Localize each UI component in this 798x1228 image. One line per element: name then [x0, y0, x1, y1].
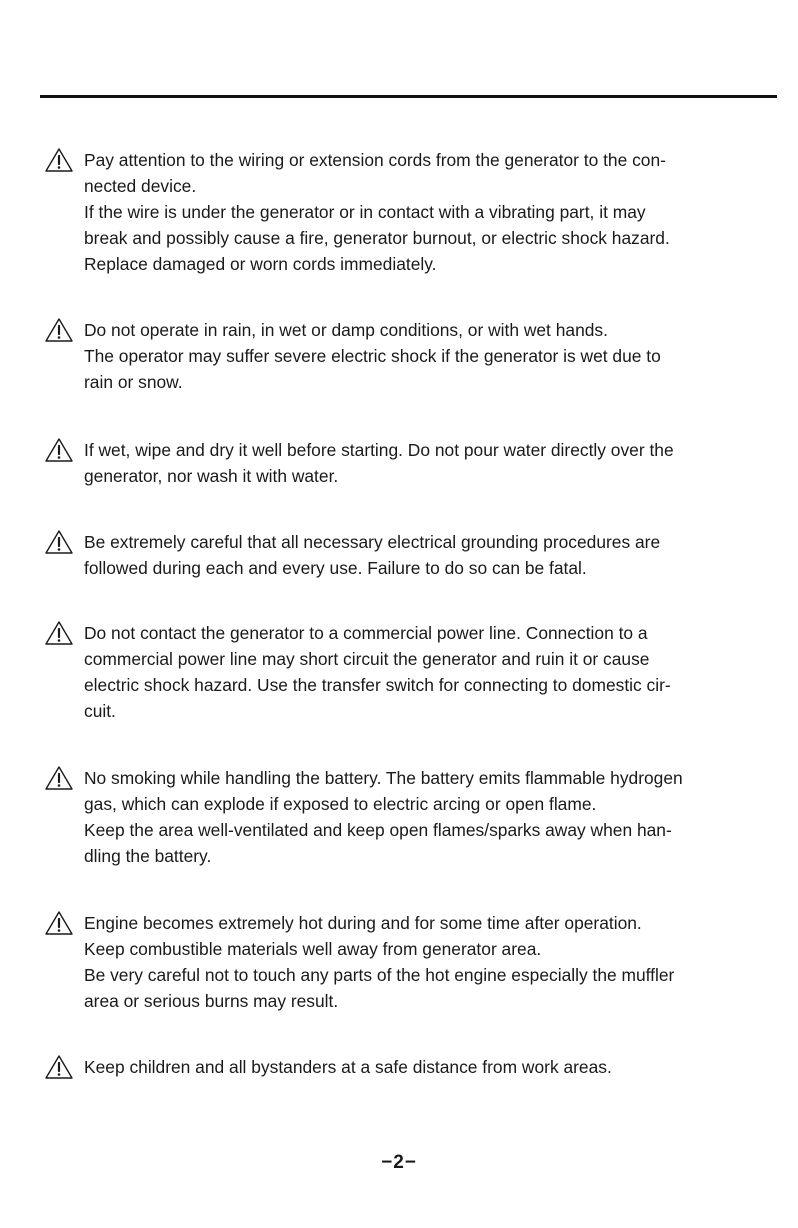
warning-triangle-icon — [44, 910, 74, 936]
warning-triangle-icon — [44, 1054, 74, 1080]
warning-line: gas, which can explode if exposed to electric arcing or open flame. — [84, 794, 597, 814]
warning-text — [84, 147, 764, 277]
warning-line: Engine becomes extremely hot during and for some time after operation. — [84, 913, 642, 933]
warning-item-7 — [44, 910, 764, 1014]
warning-line: followed during each and every use. Failure to do so can be fatal. — [84, 558, 587, 578]
warning-line: The operator may suffer severe electric shock if the generator is wet due to — [84, 346, 661, 366]
warning-line: area or serious burns may result. — [84, 991, 339, 1011]
warning-line: If wet, wipe and dry it well before starting. Do not pour water directly over the — [84, 440, 674, 460]
warning-line: Pay attention to the wiring or extension cords from the generator to the con- — [84, 150, 666, 170]
warning-triangle-icon — [44, 437, 74, 463]
warning-item-2 — [44, 317, 764, 395]
warning-triangle-icon — [44, 620, 74, 646]
warning-line: Keep the area well-ventilated and keep open flames/sparks away when han- — [84, 820, 672, 840]
warning-line: nected device. — [84, 176, 197, 196]
page-number: −2− — [381, 1152, 417, 1173]
warning-item-5 — [44, 620, 764, 724]
warning-text — [84, 317, 764, 395]
warning-triangle-icon — [44, 529, 74, 555]
warning-line: Keep combustible materials well away from generator area. — [84, 939, 542, 959]
warning-line: rain or snow. — [84, 372, 183, 392]
warning-text — [84, 765, 764, 869]
warning-text — [84, 620, 764, 724]
warning-line: generator, nor wash it with water. — [84, 466, 339, 486]
top-rule — [40, 95, 777, 98]
warning-triangle-icon — [44, 147, 74, 173]
warning-item-8 — [44, 1054, 764, 1080]
warning-triangle-icon — [44, 317, 74, 343]
warning-item-1 — [44, 147, 764, 277]
warning-line: electric shock hazard. Use the transfer switch for connecting to domestic cir- — [84, 675, 671, 695]
warning-line: No smoking while handling the battery. The battery emits flammable hydrogen — [84, 768, 683, 788]
warning-text — [84, 910, 764, 1014]
warning-line: Replace damaged or worn cords immediately. — [84, 254, 437, 274]
warning-line: Be very careful not to touch any parts of the hot engine especially the muffler — [84, 965, 675, 985]
warning-text — [84, 529, 764, 581]
warning-item-6 — [44, 765, 764, 869]
warning-line: Be extremely careful that all necessary electrical grounding procedures are — [84, 532, 661, 552]
warning-line: Do not contact the generator to a commercial power line. Connection to a — [84, 623, 648, 643]
warning-text — [84, 437, 764, 489]
warning-item-3 — [44, 437, 764, 489]
warning-line: cuit. — [84, 701, 116, 721]
warning-text — [84, 1054, 764, 1080]
warning-item-4 — [44, 529, 764, 581]
warning-line: break and possibly cause a fire, generator burnout, or electric shock hazard. — [84, 228, 670, 248]
warning-line: If the wire is under the generator or in contact with a vibrating part, it may — [84, 202, 646, 222]
warning-line: Keep children and all bystanders at a safe distance from work areas. — [84, 1057, 612, 1077]
warning-line: dling the battery. — [84, 846, 212, 866]
warning-triangle-icon — [44, 765, 74, 791]
warning-line: Do not operate in rain, in wet or damp conditions, or with wet hands. — [84, 320, 608, 340]
warning-line: commercial power line may short circuit the generator and ruin it or cause — [84, 649, 650, 669]
